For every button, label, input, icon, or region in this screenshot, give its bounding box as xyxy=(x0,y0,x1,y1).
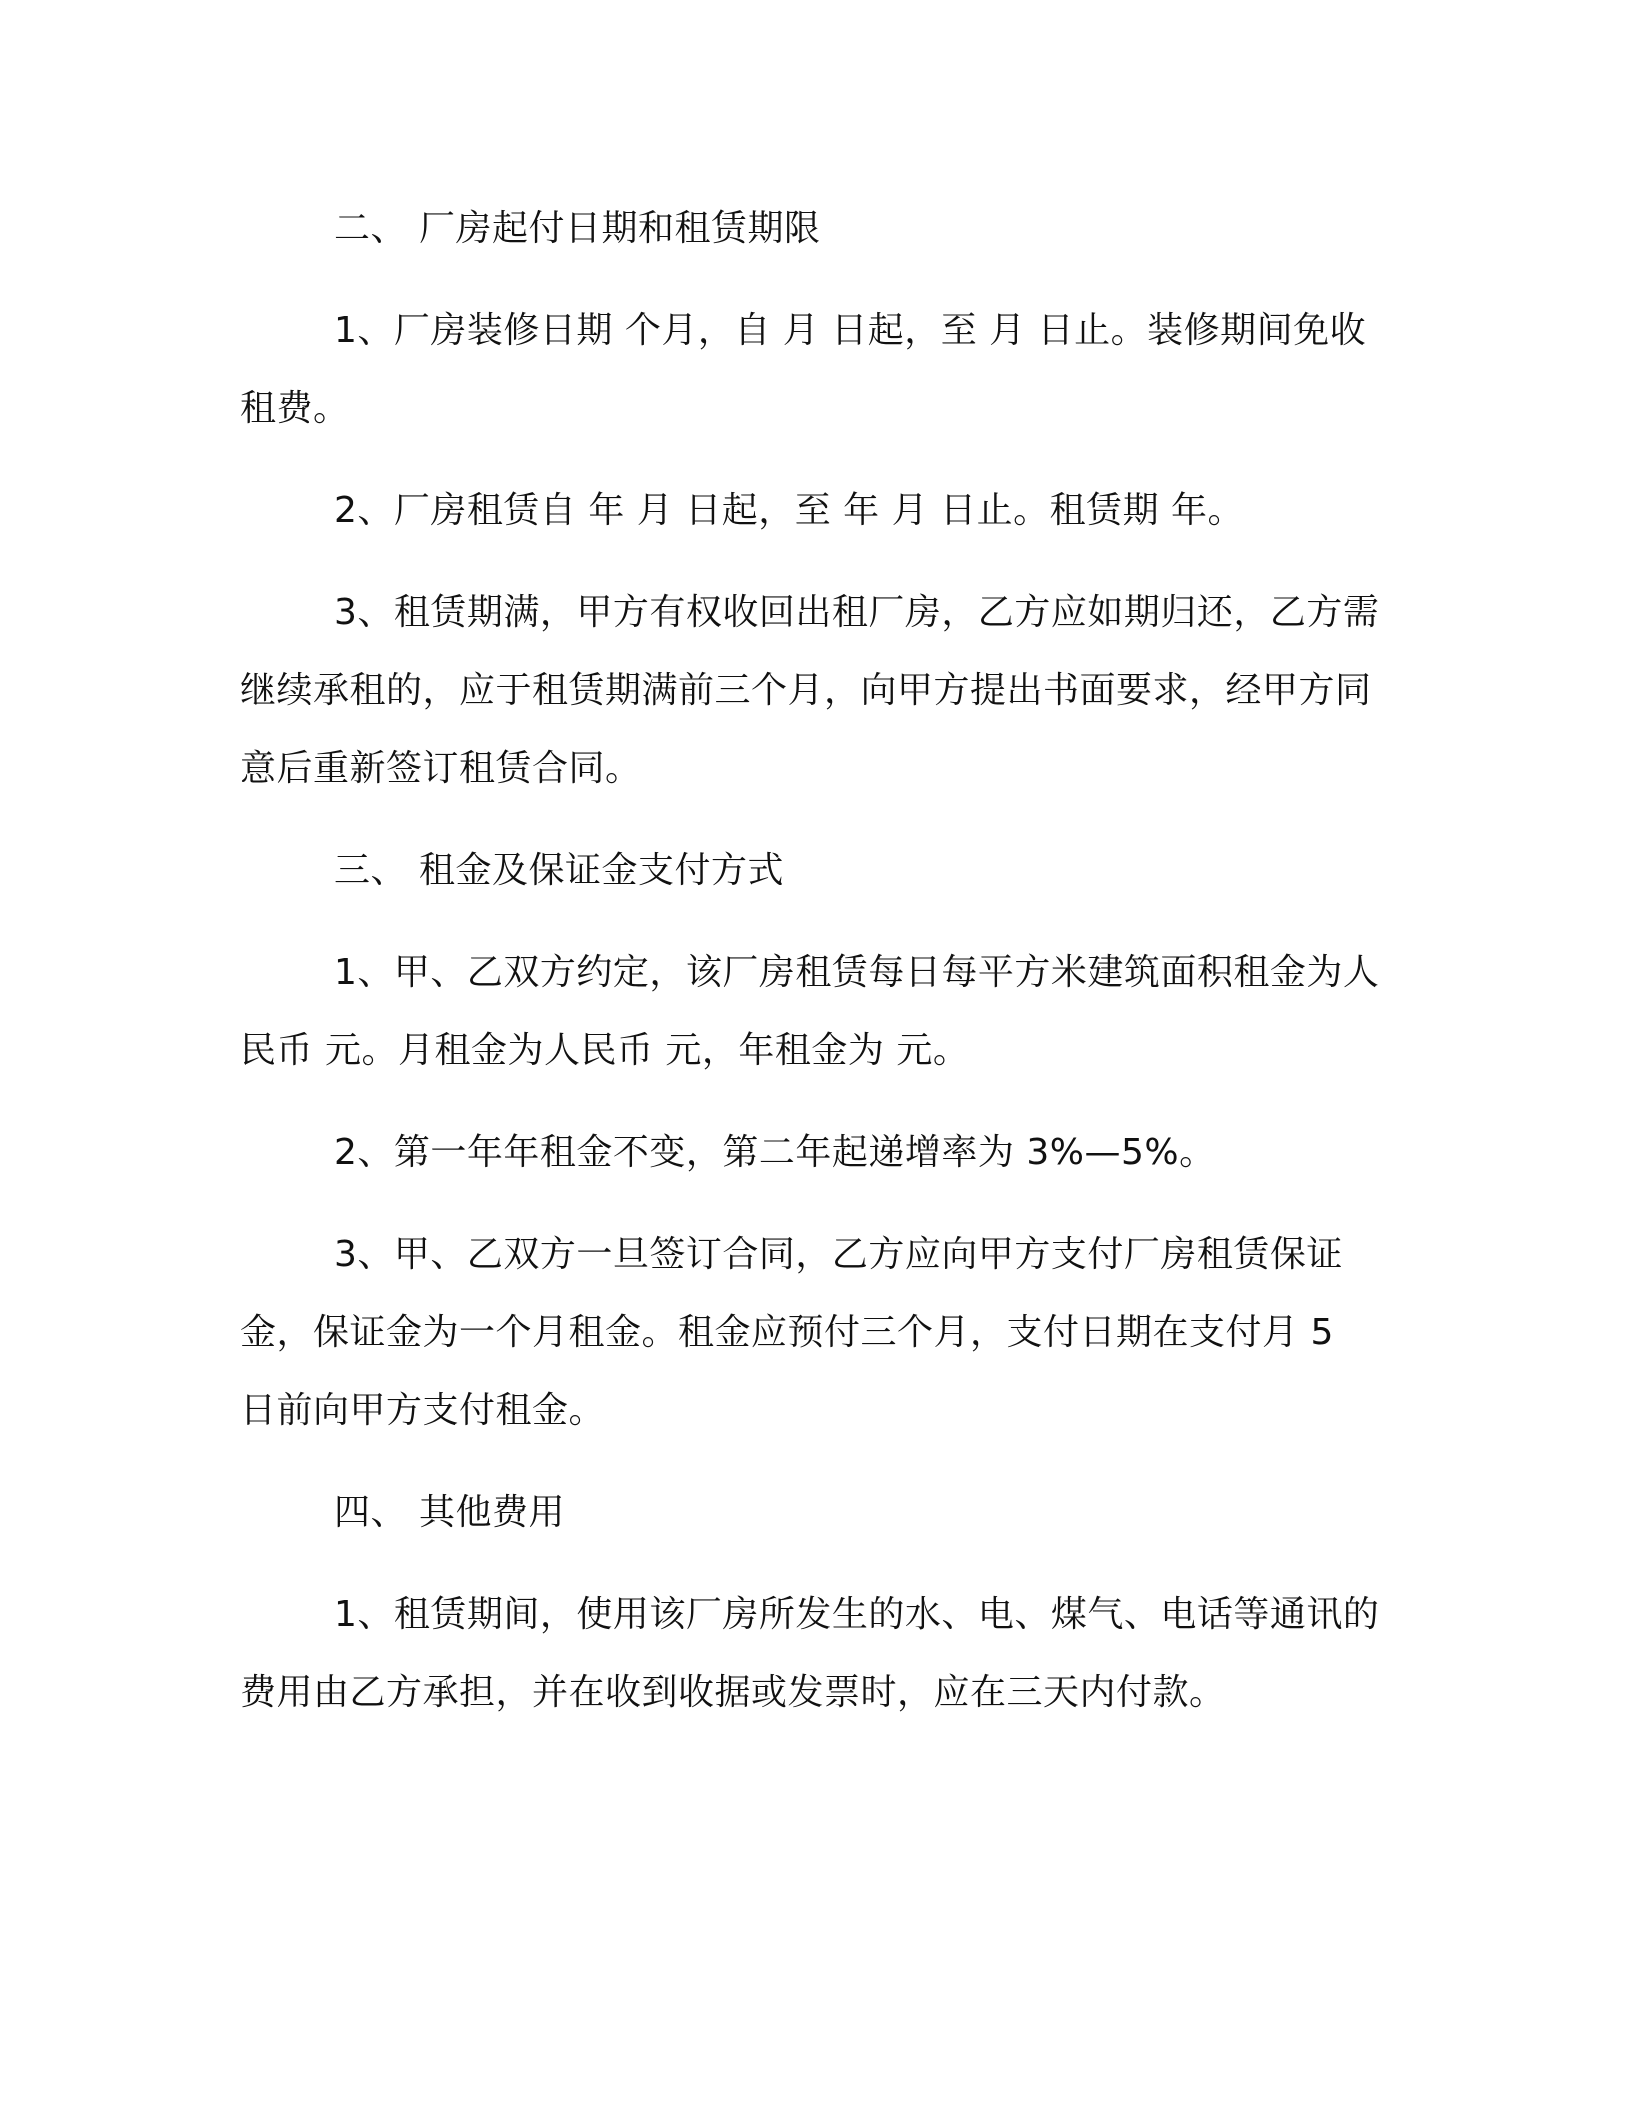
document-body xyxy=(240,190,1380,1756)
clause-2-1: 1、厂房装修日期 个月，自 月 日起，至 月 日止。装修期间免收租费。 xyxy=(240,310,1367,429)
clause-3-1: 1、甲、乙双方约定，该厂房租赁每日每平方米建筑面积租金为人民币 元。月租金为人民币 元，年租金为 元。 xyxy=(240,952,1380,1071)
clause-3-2: 2、第一年年租金不变，第二年起递增率为 3%—5%。 xyxy=(334,1132,1216,1173)
clause-2-3: 3、租赁期满，甲方有权收回出租厂房，乙方应如期归还，乙方需继续承租的，应于租赁期满前三个月，向甲方提出书面要求，经甲方同意后重新签订租赁合同。 xyxy=(240,592,1380,789)
section-heading-2: 二、 厂房起付日期和租赁期限 xyxy=(334,208,821,249)
clause-2-2: 2、厂房租赁自 年 月 日起，至 年 月 日止。租赁期 年。 xyxy=(334,490,1245,531)
section-heading-4: 四、 其他费用 xyxy=(334,1492,565,1533)
clause-4-1: 1、租赁期间，使用该厂房所发生的水、电、煤气、电话等通讯的费用由乙方承担，并在收到收据或发票时，应在三天内付款。 xyxy=(240,1594,1380,1713)
section-heading-3: 三、 租金及保证金支付方式 xyxy=(334,850,784,891)
clause-3-3: 3、甲、乙双方一旦签订合同，乙方应向甲方支付厂房租赁保证金，保证金为一个月租金。租金应预付三个月，支付日期在支付月 5 日前向甲方支付租金。 xyxy=(240,1234,1343,1431)
